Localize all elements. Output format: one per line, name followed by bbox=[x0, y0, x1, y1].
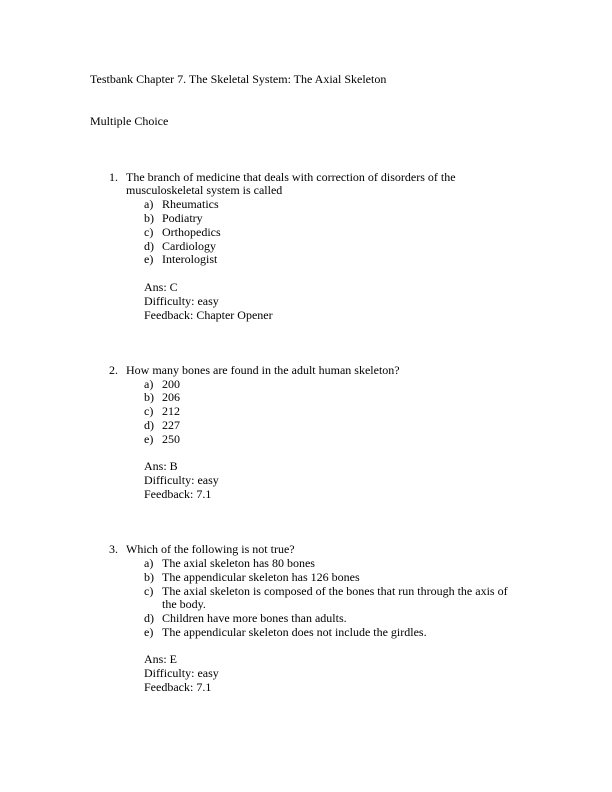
option-letter: a) bbox=[144, 556, 154, 570]
option-letter: b) bbox=[144, 570, 154, 584]
option-text: The axial skeleton is composed of the bones that run through the axis of bbox=[162, 584, 508, 598]
section-heading: Multiple Choice bbox=[90, 114, 169, 128]
option-text: Children have more bones than adults. bbox=[162, 611, 347, 625]
question-text-line: The branch of medicine that deals with correction of disorders of the bbox=[126, 170, 456, 184]
option-text: The axial skeleton has 80 bones bbox=[162, 556, 315, 570]
feedback: Feedback: 7.1 bbox=[144, 487, 212, 501]
option-text: Podiatry bbox=[162, 211, 203, 225]
question-number: 1. bbox=[109, 170, 118, 184]
option-letter: a) bbox=[144, 377, 154, 391]
option-text: The appendicular skeleton has 126 bones bbox=[162, 570, 360, 584]
question-number: 2. bbox=[109, 363, 118, 377]
question-number: 3. bbox=[109, 542, 118, 556]
option-letter: c) bbox=[144, 404, 154, 418]
option-text: 212 bbox=[162, 404, 180, 418]
option-text: Interologist bbox=[162, 252, 218, 266]
option-letter: a) bbox=[144, 197, 154, 211]
option-letter: d) bbox=[144, 611, 154, 625]
question-text-line: musculoskeletal system is called bbox=[126, 183, 283, 197]
option-letter: e) bbox=[144, 252, 154, 266]
document-title: Testbank Chapter 7. The Skeletal System: The Axial Skeleton bbox=[90, 72, 387, 86]
option-text: 200 bbox=[162, 377, 180, 391]
option-text: The appendicular skeleton does not include the girdles. bbox=[162, 625, 427, 639]
option-letter: c) bbox=[144, 225, 154, 239]
option-letter: d) bbox=[144, 239, 154, 253]
option-text: 250 bbox=[162, 432, 180, 446]
option-letter: d) bbox=[144, 418, 154, 432]
answer: Ans: C bbox=[144, 280, 178, 294]
feedback: Feedback: 7.1 bbox=[144, 680, 212, 694]
difficulty: Difficulty: easy bbox=[144, 473, 219, 487]
option-letter: c) bbox=[144, 584, 154, 598]
option-letter: b) bbox=[144, 390, 154, 404]
answer: Ans: B bbox=[144, 459, 178, 473]
option-letter: b) bbox=[144, 211, 154, 225]
option-text: 206 bbox=[162, 390, 180, 404]
option-text-continued: the body. bbox=[162, 597, 206, 611]
difficulty: Difficulty: easy bbox=[144, 294, 219, 308]
option-text: Rheumatics bbox=[162, 197, 219, 211]
option-text: Orthopedics bbox=[162, 225, 221, 239]
option-letter: e) bbox=[144, 625, 154, 639]
answer: Ans: E bbox=[144, 652, 177, 666]
difficulty: Difficulty: easy bbox=[144, 666, 219, 680]
option-text: 227 bbox=[162, 418, 180, 432]
option-text: Cardiology bbox=[162, 239, 216, 253]
question-text-line: Which of the following is not true? bbox=[126, 542, 295, 556]
feedback: Feedback: Chapter Opener bbox=[144, 308, 273, 322]
question-text-line: How many bones are found in the adult human skeleton? bbox=[126, 363, 400, 377]
option-letter: e) bbox=[144, 432, 154, 446]
